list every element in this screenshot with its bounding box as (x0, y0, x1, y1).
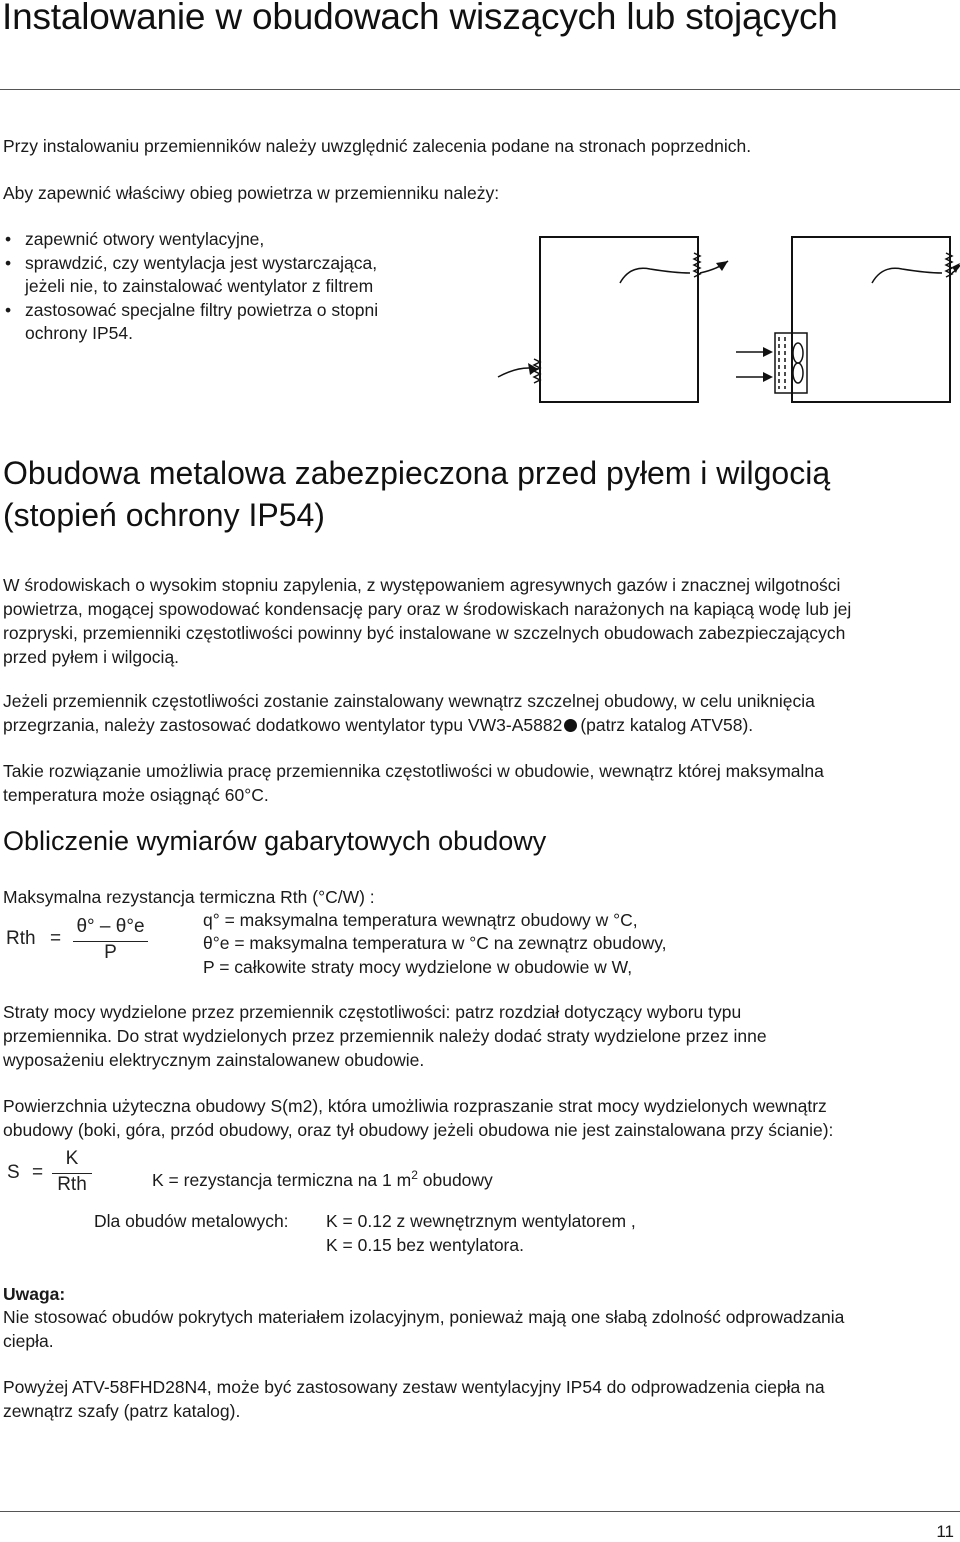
section-heading-ip54-line2: (stopień ochrony IP54) (3, 497, 325, 533)
definition-line: θ°e = maksymalna temperatura w °C na zewnątrz obudowy, (203, 933, 667, 953)
title-rule (0, 89, 960, 90)
k-definition: K = rezystancja termiczna na 1 $m^2$ obudowy (152, 1168, 493, 1190)
kit-text-line: Powyżej ATV-58FHD28N4, może być zastosowany zestaw wentylacyjny IP54 do odprowadzenia ciepła na (3, 1377, 825, 1397)
paragraph-line: obudowy (boki, góra, przód obudowy, oraz tył obudowy jeżeli obudowa nie jest zainstalowana przy ścianie): (3, 1120, 834, 1140)
list-item: ochrony IP54. (25, 323, 133, 343)
note-text-line: ciepła. (3, 1331, 54, 1351)
paragraph-line: W środowiskach o wysokim stopniu zapylenia, z występowaniem agresywnych gazów i znacznej wilgotności (3, 575, 841, 595)
s-numerator: K (65, 1148, 79, 1169)
filter-lines (779, 337, 785, 389)
list-item: • zastosować specjalne filtry powietrza o stopni (5, 299, 379, 320)
paragraph-line: Jeżeli przemiennik częstotliwości zostanie zainstalowany wewnątrz szczelnej obudowy, w celu uniknięcia (3, 691, 815, 711)
note-label: Uwaga: (3, 1284, 66, 1304)
paragraph-line: Powierzchnia użyteczna obudowy S(m2), która umożliwia rozpraszanie strat mocy wydzielonych wewnątrz (3, 1096, 827, 1116)
list-item: • sprawdzić, czy wentylacja jest wystarczająca, (5, 252, 378, 273)
metal-enclosure-label: Dla obudów metalowych: (94, 1211, 289, 1231)
fan-blade-bottom (793, 363, 803, 383)
paragraph-line: powietrza, mogącej spowodować kondensację pary oraz w środowiskach narażonych na kapiącą wodę lub jej (3, 599, 852, 619)
paragraph-line: Takie rozwiązanie umożliwia pracę przemiennika częstotliwości w obudowie, wewnątrz której maksymalna (3, 761, 824, 781)
rth-lhs: Rth (6, 928, 36, 949)
bullet-dot-icon (564, 719, 577, 732)
paragraph-line: rozpryski, przemienniki częstotliwości powinny być instalowane w szczelnych obudowach zabezpieczających (3, 623, 846, 643)
note-text-line: Nie stosować obudów pokrytych materiałem izolacyjnym, ponieważ mają one słabą zdolność odprowadzania (3, 1307, 845, 1327)
cabinet-natural-ventilation (540, 237, 698, 402)
s-lhs: S (7, 1162, 20, 1183)
page-number: 11 (936, 1522, 954, 1541)
paragraph-line: przemiennika. Do strat wydzielonych przez przemiennik należy dodać straty wydzielone przez inne (3, 1026, 767, 1046)
airflow-list (3, 228, 378, 346)
paragraph-line: przegrzania, należy zastosować dodatkowo wentylator typu VW3-A5882 (patrz katalog ATV58). (3, 715, 754, 735)
rth-intro: Maksymalna rezystancja termiczna Rth (°C/W) : (3, 887, 375, 907)
paragraph-line: wyposażeniu elektrycznym zainstalowanew obudowie. (3, 1050, 425, 1070)
air-flow-right (872, 268, 942, 283)
rth-numerator: θ° – θ°e (76, 916, 145, 937)
k-value-with-fan: K = 0.12 z wewnętrznym wentylatorem , (326, 1211, 636, 1231)
page-title: Instalowanie w obudowach wiszących lub stojących (2, 0, 838, 37)
s-eq: = (32, 1162, 44, 1183)
rth-eq: = (50, 928, 62, 949)
fan-blade-top (793, 343, 803, 363)
footer-rule (0, 1511, 960, 1512)
ventilation-diagram (490, 225, 960, 415)
k-value-without-fan: K = 0.15 bez wentylatora. (326, 1235, 524, 1255)
air-flow-left (620, 268, 690, 283)
definition-line: q° = maksymalna temperatura wewnątrz obudowy w °C, (203, 910, 638, 930)
s-denominator: Rth (57, 1174, 87, 1195)
rth-denominator: P (104, 942, 117, 963)
paragraph-line: Straty mocy wydzielone przez przemiennik częstotliwości: patrz rozdział dotyczący wyboru typu (3, 1002, 742, 1022)
intro-paragraph: Przy instalowaniu przemienników należy uwzględnić zalecenia podane na stronach poprzednich. (3, 136, 752, 156)
paragraph-line: temperatura może osiągnąć 60°C. (3, 785, 269, 805)
definition-line: P = całkowite straty mocy wydzielone w obudowie w W, (203, 957, 633, 977)
section-heading-dimensions: Obliczenie wymiarów gabarytowych obudowy (3, 826, 547, 856)
list-item: jeżeli nie, to zainstalować wentylator z filtrem (25, 276, 374, 296)
section-heading-ip54-line1: Obudowa metalowa zabezpieczona przed pyłem i wilgocią (3, 455, 831, 491)
kit-text-line: zewnątrz szafy (patrz katalog). (3, 1401, 241, 1421)
airflow-intro: Aby zapewnić właściwy obieg powietrza w przemienniku należy: (3, 183, 500, 203)
cabinet-fan-ventilation (792, 237, 950, 402)
list-item: • zapewnić otwory wentylacyjne, (5, 229, 265, 249)
paragraph-line: przed pyłem i wilgocią. (3, 647, 180, 667)
